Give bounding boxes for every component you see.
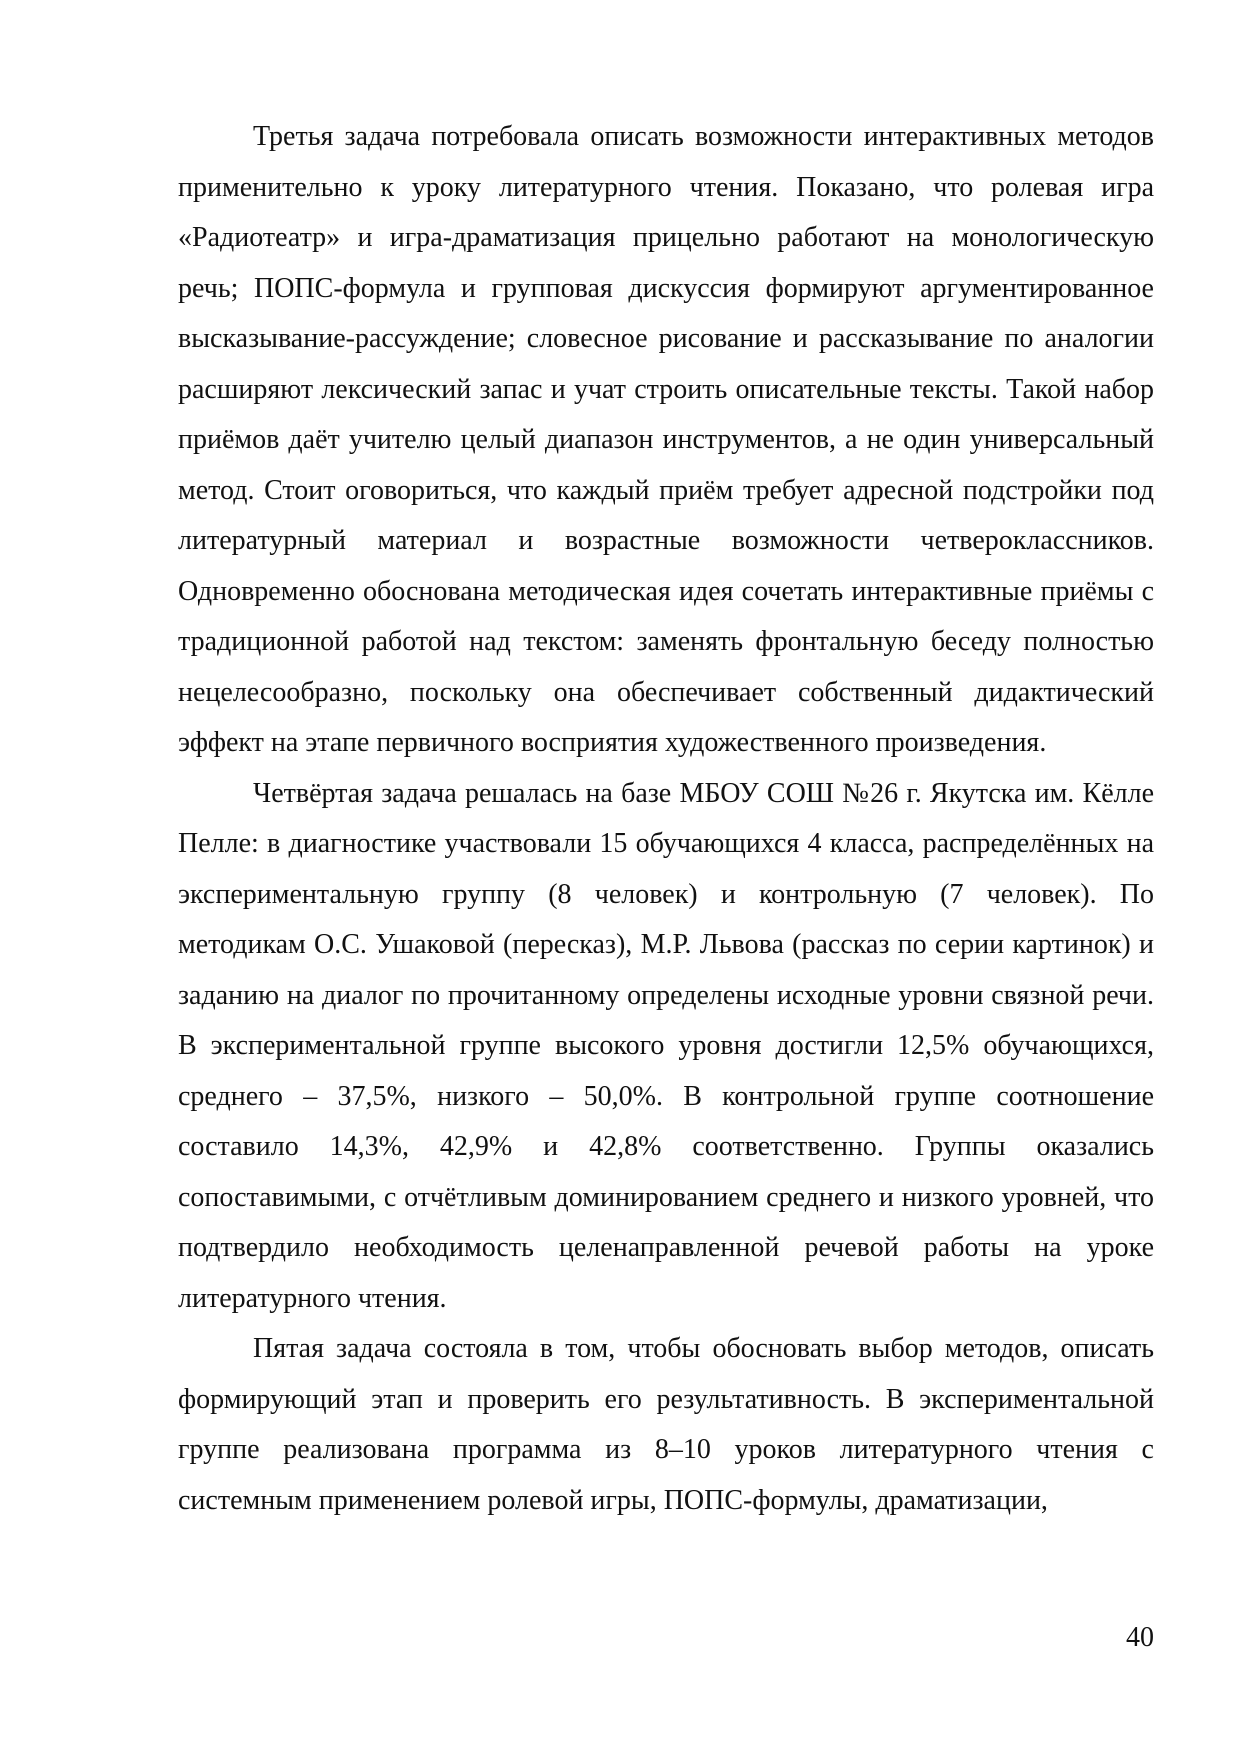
body-text [178, 112, 1154, 1526]
paragraph-third-task: Третья задача потребовала описать возможности интерактивных методов применительно к уроку литературного чтения. Показано, что ролевая игра «Радиотеатр» и игра-драматизация прицельно работают на монологическую речь; ПОПС-формула и групповая дискуссия формируют аргументированное высказывание-рассуждение; словесное рисование и рассказывание по аналогии расширяют лексический запас и учат строить описательные тексты. Такой набор приёмов даёт учителю целый диапазон инструментов, а не один универсальный метод. Стоит оговориться, что каждый приём требует адресной подстройки под литературный материал и возрастные возможности четвероклассников. Одновременно обоснована методическая идея сочетать интерактивные приёмы с традиционной работой над текстом: заменять фронтальную беседу полностью нецелесообразно, поскольку она обеспечивает собственный дидактический эффект на этапе первичного восприятия художественного произведения. [178, 121, 1154, 758]
page-number: 40 [1126, 1622, 1154, 1653]
paragraph-fourth-task: Четвёртая задача решалась на базе МБОУ СОШ №26 г. Якутска им. Кёлле Пелле: в диагностике участвовали 15 обучающихся 4 класса, распределённых на экспериментальную группу (8 человек) и контрольную (7 человек). По методикам О.С. Ушаковой (пересказ), М.Р. Львова (рассказ по серии картинок) и заданию на диалог по прочитанному определены исходные уровни связной речи. В экспериментальной группе высокого уровня достигли 12,5% обучающихся, среднего – 37,5%, низкого – 50,0%. В контрольной группе соотношение составило 14,3%, 42,9% и 42,8% соответственно. Группы оказались сопоставимыми, с отчётливым доминированием среднего и низкого уровней, что подтвердило необходимость целенаправленной речевой работы на уроке литературного чтения. [178, 777, 1154, 1314]
paragraph-fifth-task: Пятая задача состояла в том, чтобы обосновать выбор методов, описать формирующий этап и проверить его результативность. В экспериментальной группе реализована программа из 8–10 уроков литературного чтения с системным применением ролевой игры, ПОПС-формулы, драматизации, [178, 1333, 1154, 1516]
